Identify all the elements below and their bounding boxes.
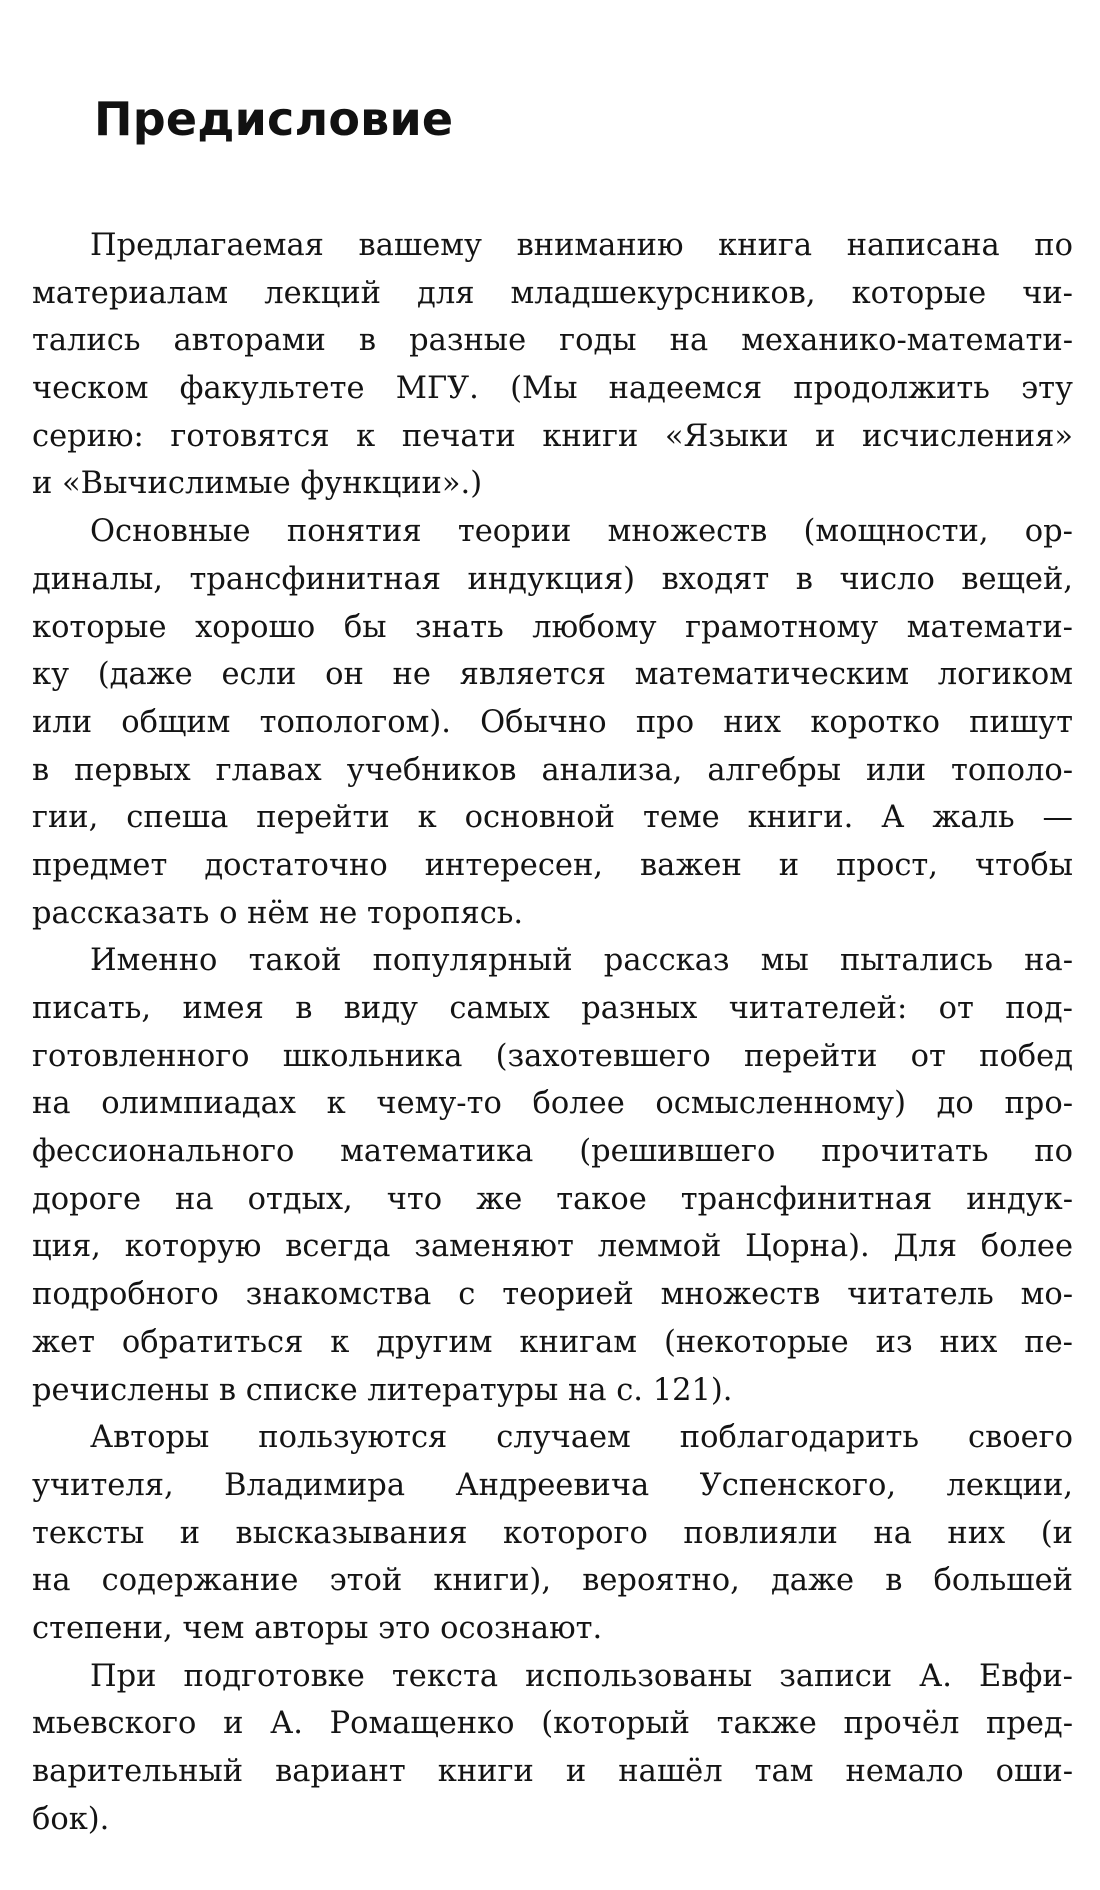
text-line: рассказать о нём не торопясь. <box>32 895 524 931</box>
text-line: ческом факультете МГУ. (Мы надеемся продолжить эту <box>32 371 1073 407</box>
text-line: ция, которую всегда заменяют леммой Цорна). Для более <box>32 1229 1073 1265</box>
text-line: предмет достаточно интересен, важен и прост, чтобы <box>32 847 1073 883</box>
preface-body <box>32 222 1073 1843</box>
text-line: При подготовке текста использованы записи А. Евфи- <box>90 1658 1073 1694</box>
text-line: Именно такой популярный рассказ мы пытались на- <box>90 943 1073 979</box>
text-line: Предлагаемая вашему вниманию книга написана по <box>90 228 1073 263</box>
paragraph-1 <box>32 222 1073 508</box>
text-line: писать, имея в виду самых разных читателей: от под- <box>32 991 1073 1026</box>
paragraph-3 <box>32 937 1073 1414</box>
paragraph-2 <box>32 508 1073 937</box>
text-line: на олимпиадах к чему-то более осмысленному) до про- <box>32 1086 1073 1122</box>
text-line: степени, чем авторы это осознают. <box>32 1610 603 1646</box>
text-line: в первых главах учебников анализа, алгебры или тополо- <box>32 752 1073 788</box>
text-line: материалам лекций для младшекурсников, которые чи- <box>32 275 1073 311</box>
text-line: учителя, Владимира Андреевича Успенского, лекции, <box>32 1467 1073 1503</box>
text-line: гии, спеша перейти к основной теме книги. А жаль — <box>32 800 1073 836</box>
text-line: мьевского и А. Ромащенко (который также прочёл пред- <box>32 1706 1073 1742</box>
text-line: подробного знакомства с теорией множеств читатель мо- <box>32 1277 1073 1313</box>
text-line: варительный вариант книги и нашёл там немало оши- <box>32 1754 1073 1789</box>
text-line: жет обратиться к другим книгам (некоторые из них пе- <box>32 1324 1073 1360</box>
text-line: серию: готовятся к печати книги «Языки и исчисления» <box>32 418 1073 454</box>
text-line: Основные понятия теории множеств (мощности, ор- <box>90 514 1073 550</box>
text-line: дороге на отдых, что же такое трансфинитная индук- <box>32 1181 1073 1217</box>
page-title: Предисловие <box>94 92 454 146</box>
text-line: на содержание этой книги), вероятно, даже в большей <box>32 1563 1073 1599</box>
text-line: Авторы пользуются случаем поблагодарить своего <box>90 1420 1073 1456</box>
text-line: фессионального математика (решившего прочитать по <box>32 1134 1073 1170</box>
paragraph-5 <box>32 1653 1073 1844</box>
text-line: диналы, трансфинитная индукция) входят в число вещей, <box>32 561 1073 597</box>
text-line: готовленного школьника (захотевшего перейти от побед <box>32 1038 1073 1074</box>
text-line: и «Вычислимые функции».) <box>32 466 483 502</box>
paragraph-4 <box>32 1414 1073 1652</box>
text-line: которые хорошо бы знать любому грамотному математи- <box>32 609 1073 645</box>
text-line: тались авторами в разные годы на механико-математи- <box>32 323 1073 359</box>
text-line: или общим топологом). Обычно про них коротко пишут <box>32 704 1073 740</box>
text-line: бок). <box>32 1801 110 1837</box>
text-line: ку (даже если он не является математическим логиком <box>32 657 1073 693</box>
text-line: тексты и высказывания которого повлияли на них (и <box>32 1515 1073 1551</box>
text-line: речислены в списке литературы на с. 121). <box>32 1372 733 1408</box>
